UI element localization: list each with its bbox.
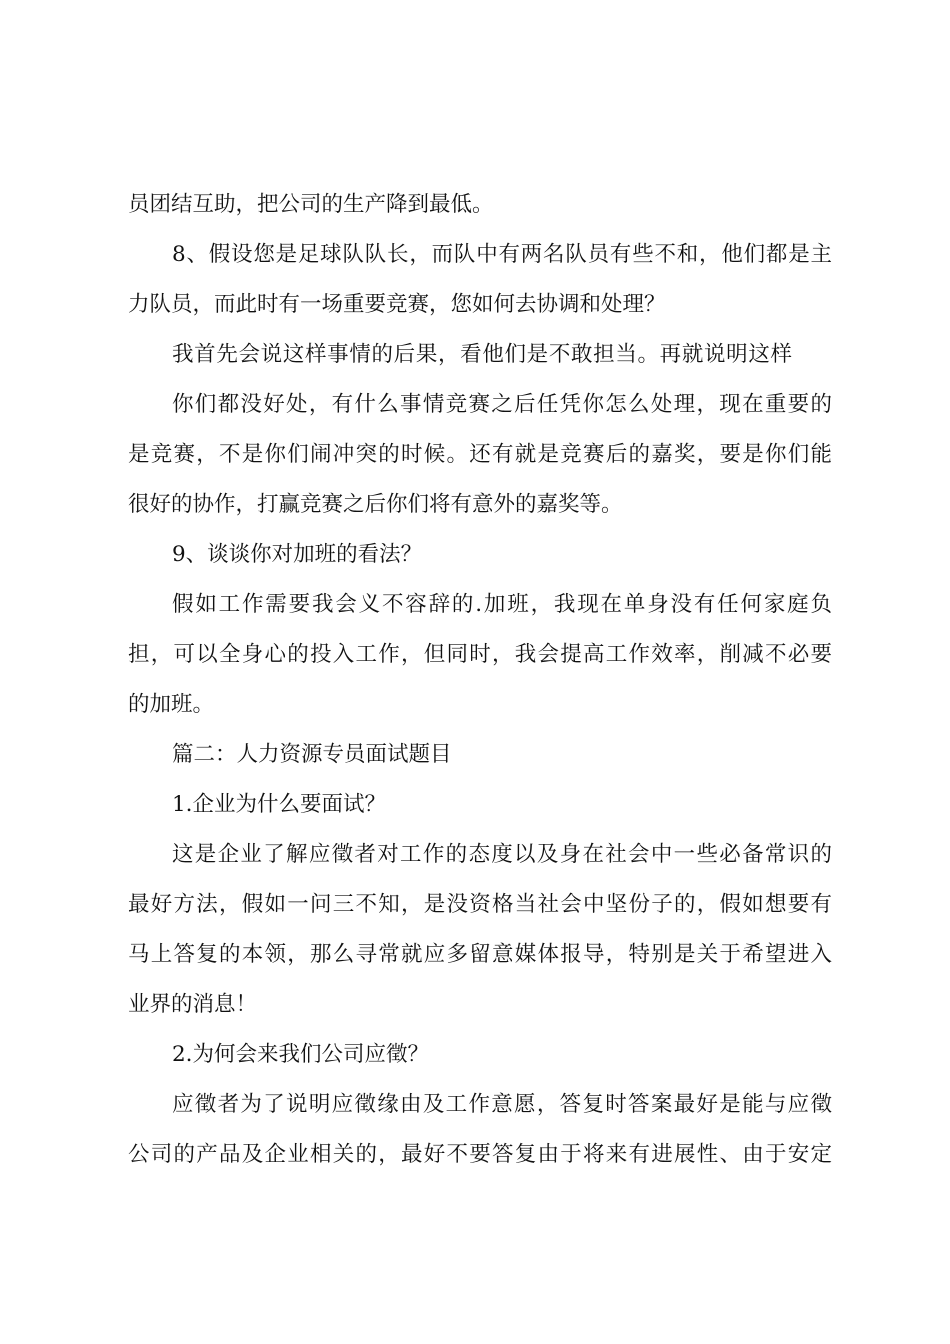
- answer-line: 担，可以全身心的投入工作，但同时，我会提高工作效率，削减不必要: [128, 642, 832, 667]
- answer-line: 很好的协作，打赢竞赛之后你们将有意外的嘉奖等。: [128, 492, 623, 517]
- question-heading-continued: 力队员，而此时有一场重要竞赛，您如何去协调和处理？: [128, 292, 666, 317]
- answer-line: 这是企业了解应徵者对工作的态度以及身在社会中一些必备常识的: [172, 842, 832, 867]
- answer-line: 我首先会说这样事情的后果，看他们是不敢担当。再就说明这样: [172, 342, 792, 367]
- paragraph-line: 员团结互助，把公司的生产降到最低。: [128, 192, 494, 217]
- answer-line: 最好方法，假如一问三不知，是没资格当社会中坚份子的，假如想要有: [128, 892, 832, 917]
- question-heading: 2.为何会来我们公司应徵？: [172, 1042, 430, 1067]
- section-title: 篇二：人力资源专员面试题目: [172, 742, 452, 767]
- question-heading: 8、假设您是足球队队长，而队中有两名队员有些不和，他们都是主: [172, 242, 832, 267]
- answer-line: 公司的产品及企业相关的，最好不要答复由于将来有进展性、由于安定: [128, 1142, 832, 1167]
- answer-line: 的加班。: [128, 692, 215, 717]
- answer-line: 应徵者为了说明应徵缘由及工作意愿，答复时答案最好是能与应徵: [172, 1092, 832, 1117]
- answer-line: 是竞赛，不是你们闹冲突的时候。还有就是竞赛后的嘉奖，要是你们能: [128, 442, 832, 467]
- answer-line: 你们都没好处，有什么事情竞赛之后任凭你怎么处理，现在重要的: [172, 392, 832, 417]
- question-heading: 9、谈谈你对加班的看法？: [172, 542, 423, 567]
- answer-line: 假如工作需要我会义不容辞的.加班，我现在单身没有任何家庭负: [172, 592, 832, 617]
- answer-line: 业界的消息！: [128, 992, 258, 1017]
- answer-line: 马上答复的本领，那么寻常就应多留意媒体报导，特别是关于希望进入: [128, 942, 832, 967]
- question-heading: 1.企业为什么要面试？: [172, 792, 387, 817]
